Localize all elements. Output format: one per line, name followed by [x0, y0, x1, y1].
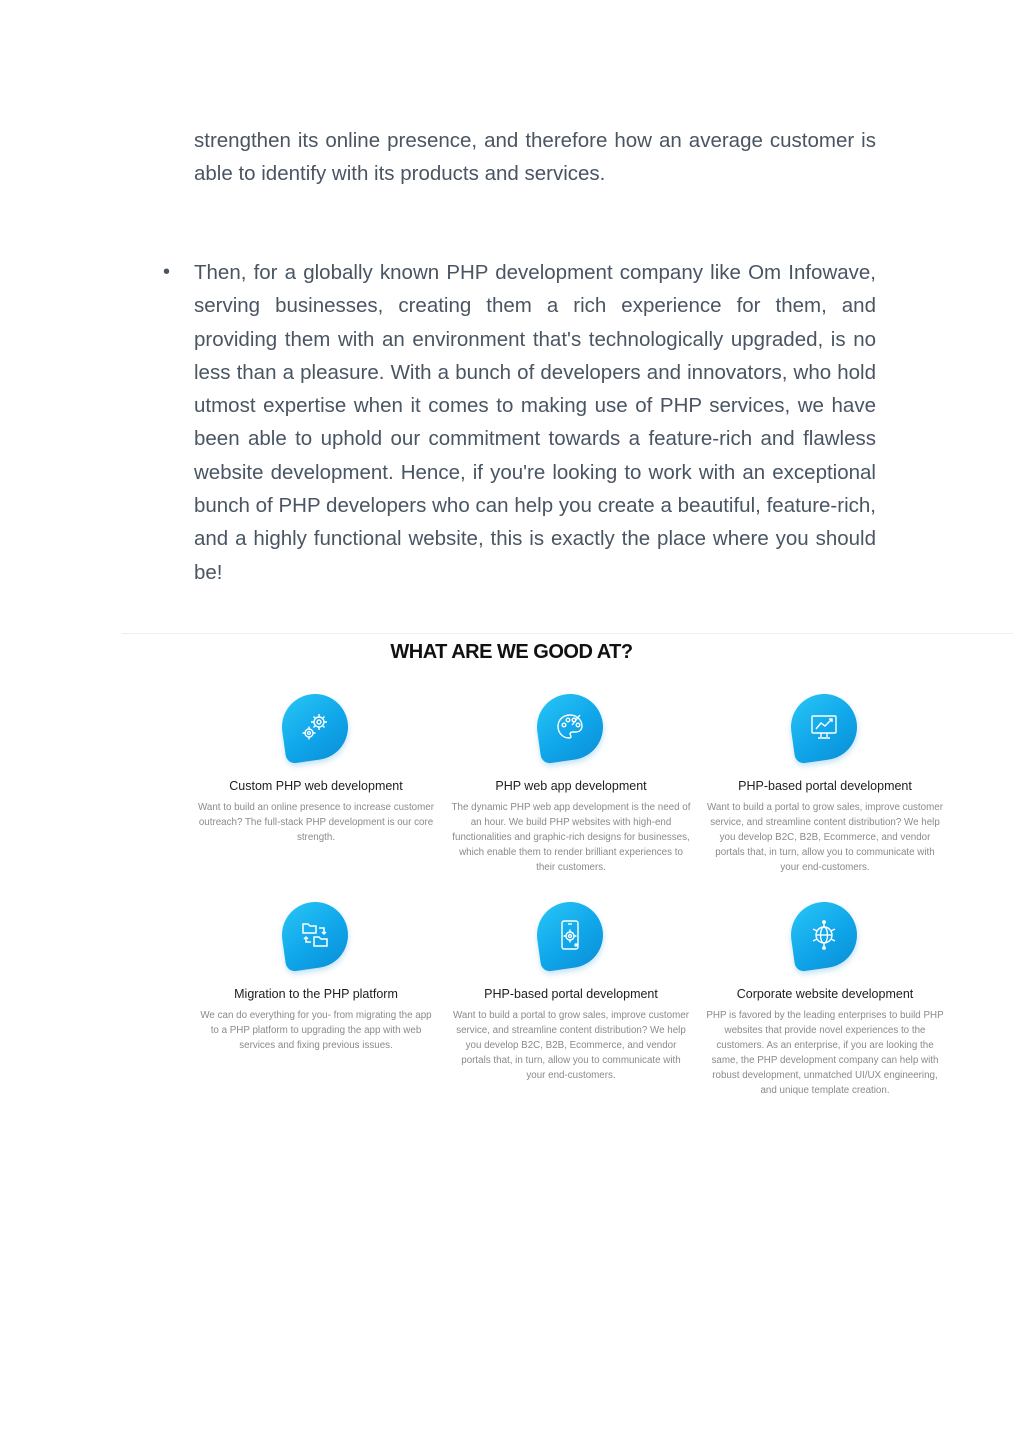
mobile-gear-icon	[533, 898, 608, 973]
gears-icon	[278, 690, 353, 765]
globe-network-icon	[787, 898, 862, 973]
section-title: WHAT ARE WE GOOD AT?	[390, 641, 633, 663]
card-title: Corporate website development	[736, 987, 914, 1001]
card-title: PHP web app development	[495, 779, 647, 793]
card-description: PHP is favored by the leading enterprises to build PHP websites that provide novel experiences to the customers. As an enterprise, if you are looking the same, the PHP development company can help with robust development, unmatched UI/UX engineering, and unique template creation.	[706, 1010, 944, 1096]
card-description: We can do everything for you- from migrating the app to a PHP platform to upgrading the app with web services and fixing previous issues.	[200, 1010, 432, 1051]
card-title: Migration to the PHP platform	[234, 987, 398, 1001]
analytics-monitor-icon	[787, 690, 862, 765]
migration-folders-icon	[278, 898, 353, 973]
card-description: Want to build a portal to grow sales, improve customer service, and streamline content distribution? We help you develop B2C, B2B, Ecommerce, and vendor portals that, in turn, allow you to communicate with your end-customers.	[453, 1010, 689, 1081]
paragraph-continuation: strengthen its online presence, and therefore how an average customer is able to identify with its products and services.	[194, 129, 876, 186]
card-description: The dynamic PHP web app development is the need of an hour. We build PHP websites with high-end functionalities and graphic-rich designs for businesses, which enable them to render brilliant experiences to their customers.	[451, 802, 691, 873]
card-description: Want to build an online presence to increase customer outreach? The full-stack PHP development is our core strength.	[198, 802, 434, 843]
section-divider	[122, 633, 1013, 634]
bullet-paragraph: Then, for a globally known PHP development company like Om Infowave, serving businesses, creating them a rich experience for them, and providing them with an environment that's technologically upgraded, is no less than a pleasure. With a bunch of developers and innovators, who hold utmost expertise when it comes to making use of PHP services, we have been able to uphold our commitment towards a feature-rich and flawless website development. Hence, if you're looking to work with an exceptional bunch of PHP developers who can help you create a beautiful, feature-rich, and a highly functional website, this is exactly the place where you should be!	[194, 261, 876, 584]
bullet-marker: •	[163, 261, 171, 283]
card-title: Custom PHP web development	[229, 779, 403, 793]
palette-icon	[533, 690, 608, 765]
card-title: PHP-based portal development	[484, 987, 658, 1001]
card-description: Want to build a portal to grow sales, improve customer service, and streamline content distribution? We help you develop B2C, B2B, Ecommerce, and vendor portals that, in turn, allow you to communicate with your end-customers.	[707, 802, 943, 873]
card-title: PHP-based portal development	[738, 779, 912, 793]
